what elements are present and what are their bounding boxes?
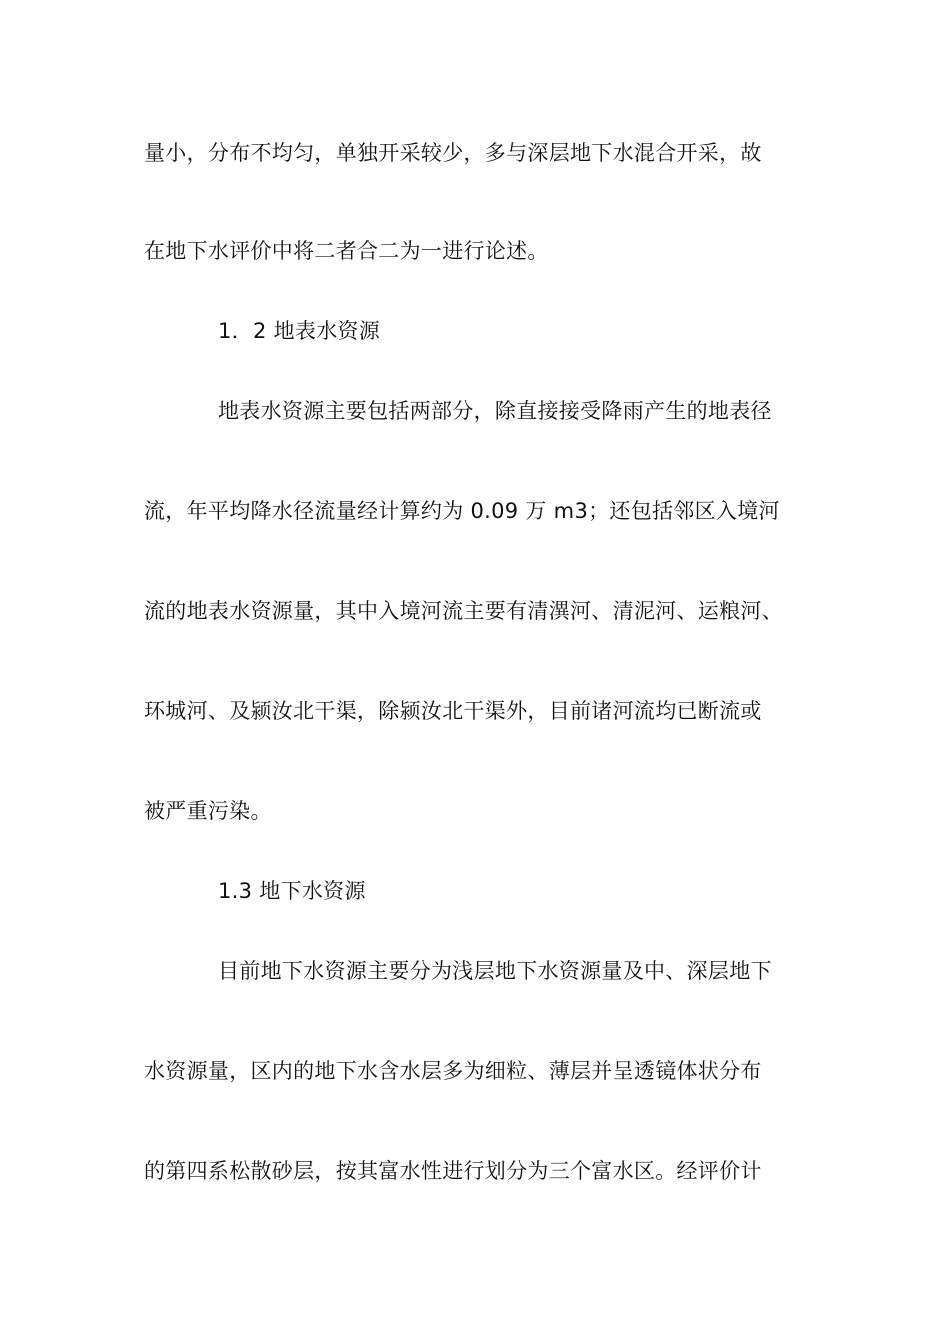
paragraph-line: 地表水资源主要包括两部分，除直接接受降雨产生的地表径 xyxy=(218,399,772,423)
paragraph-line: 量小，分布不均匀，单独开采较少，多与深层地下水混合开采，故 xyxy=(144,141,762,165)
section-heading: 1．2 地表水资源 xyxy=(218,319,381,343)
paragraph-line: 目前地下水资源主要分为浅层地下水资源量及中、深层地下 xyxy=(218,959,772,983)
section-heading: 1.3 地下水资源 xyxy=(218,879,366,903)
paragraph-line: 水资源量，区内的地下水含水层多为细粒、薄层并呈透镜体状分布 xyxy=(144,1059,762,1083)
paragraph-line: 的第四系松散砂层，按其富水性进行划分为三个富水区。经评价计 xyxy=(144,1159,762,1183)
paragraph-line: 流，年平均降水径流量经计算约为 0.09 万 m3；还包括邻区入境河 xyxy=(144,499,780,523)
paragraph-line: 在地下水评价中将二者合二为一进行论述。 xyxy=(144,239,549,263)
paragraph-line: 被严重污染。 xyxy=(144,799,272,823)
paragraph-line: 流的地表水资源量，其中入境河流主要有清潩河、清泥河、运粮河、 xyxy=(144,599,783,623)
paragraph-line: 环城河、及颍汝北干渠，除颍汝北干渠外，目前诸河流均已断流或 xyxy=(144,699,762,723)
